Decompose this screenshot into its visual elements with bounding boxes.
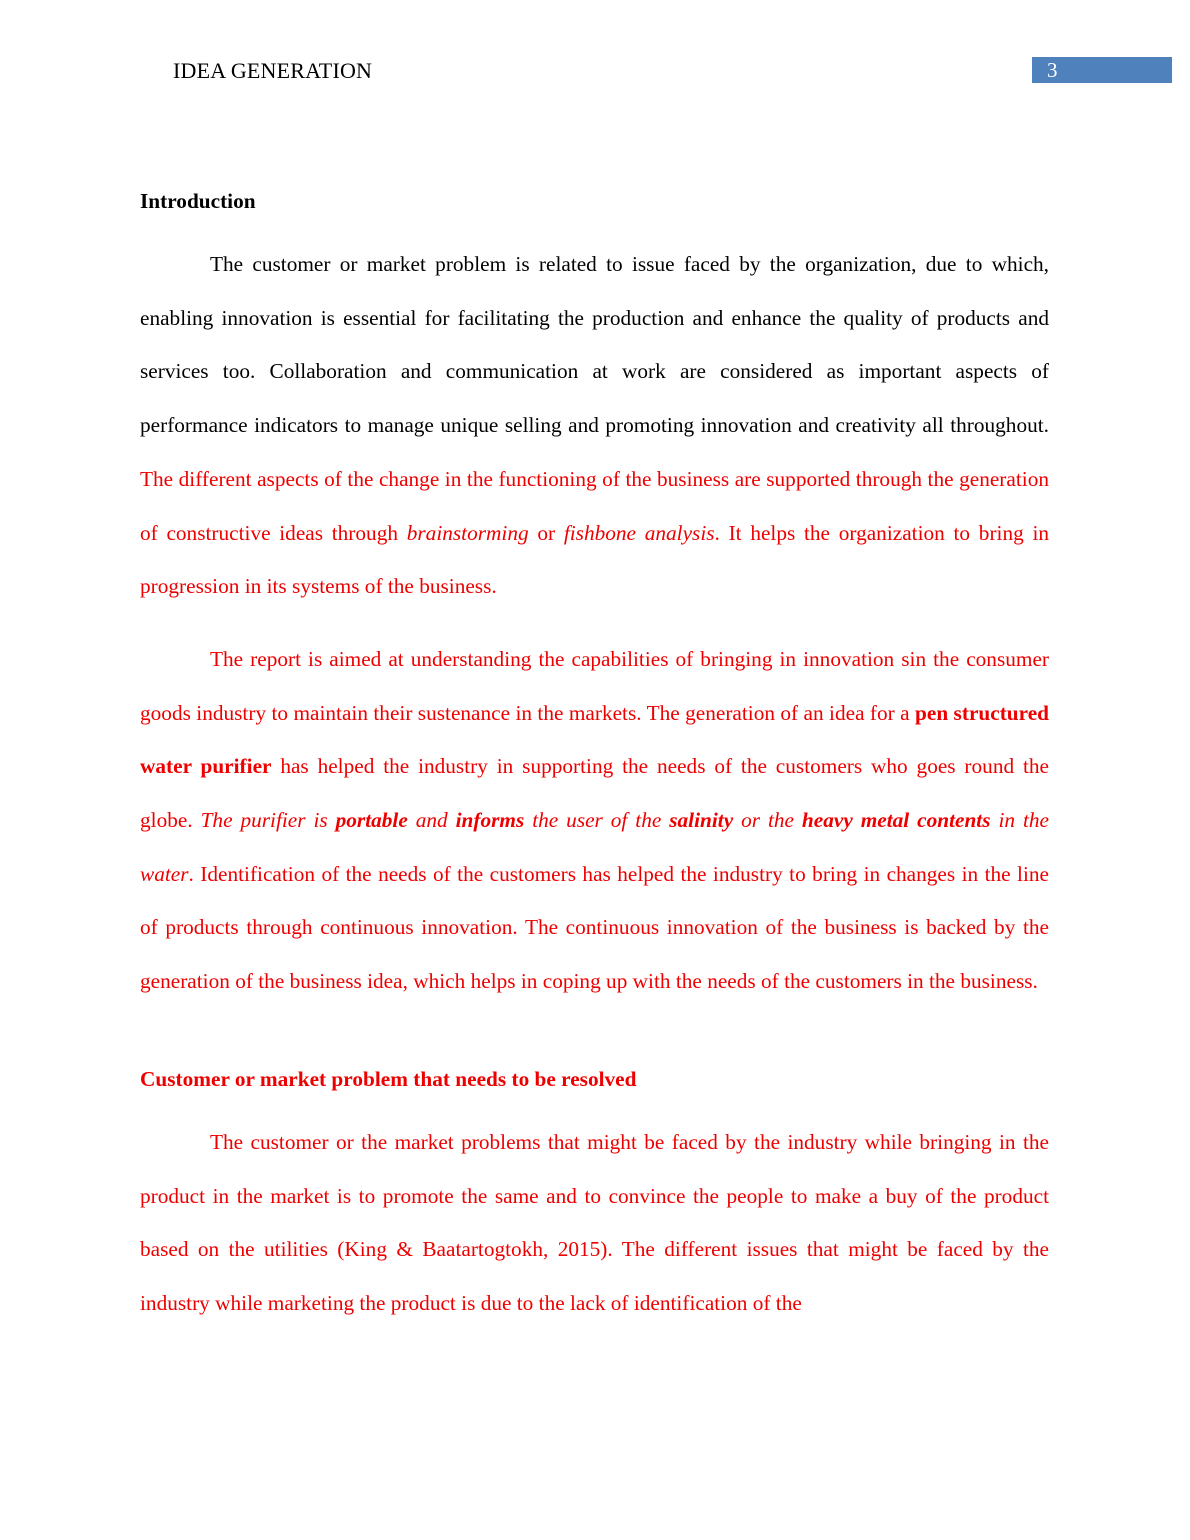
intro-p1-text: The customer or market problem is related to issue faced by the organization, due to which, enabling innovation is essential for facilitating the production and enhance the quality of products and services too. Collaboration and communication at work are considered as important aspects of performance indicators to manage unique selling and promoting innovation and creativity all throughout.: [140, 252, 1049, 438]
page-number-box: [1032, 57, 1172, 83]
intro-p2-informs: informs: [455, 808, 525, 833]
intro-p2-m: . Identification of the needs of the customers has helped the industry to bring in changes in the line of products through continuous innovation. The continuous innovation of the business is backed by the generation of the business idea, which helps in coping up with the needs of the customers in the business.: [140, 861, 1049, 994]
intro-p2-salinity: salinity: [669, 808, 734, 833]
intro-p2-h: the user of the: [532, 808, 662, 833]
introduction-paragraph-1: [140, 238, 1049, 614]
intro-p2-portable: portable: [335, 808, 408, 833]
customer-problem-heading: Customer or market problem that needs to be resolved: [140, 1066, 637, 1091]
intro-p1-end: . It helps the organization to bring in progression in its systems of the business.: [140, 520, 1050, 599]
intro-p2-heavy-metal: heavy metal contents: [801, 808, 991, 833]
running-title: IDEA GENERATION: [173, 58, 373, 83]
intro-p2-in-water: in the water: [140, 808, 1049, 886]
intro-p2-a: The report is aimed at understanding the capabilities of bringing in innovation sin the consumer goods industry to maintain their sustenance in the markets. The generation of an idea for a: [140, 646, 1049, 725]
intro-p2-product: pen structured water purifier: [140, 700, 1049, 779]
intro-p2-d: The purifier is: [200, 808, 328, 833]
intro-p1-sentence: The different aspects of the change in the functioning of the business are supported through the generation of constructive ideas through: [140, 466, 1049, 545]
intro-p1-term-fishbone: fishbone analysis: [563, 520, 715, 545]
intro-p2-c: has helped the industry in supporting the needs of the customers who goes round the globe.: [140, 754, 1049, 833]
intro-p1-or: or: [537, 520, 556, 545]
page-number: 3: [1047, 58, 1058, 82]
intro-p1-term-brainstorming: brainstorming: [406, 520, 529, 545]
intro-p2-or-the: or the: [741, 808, 794, 833]
document-body: [140, 176, 1049, 1331]
customer-problem-paragraph-1: The customer or the market problems that might be faced by the industry while bringing in the product in the market is to promote the same and to convince the people to make a buy of the product based on the utilities (King & Baatartogtokh, 2015). The different issues that might be faced by the industry while marketing the product is due to the lack of identification of the: [140, 1129, 1049, 1315]
intro-p1-edited-text: [140, 467, 1049, 598]
introduction-heading: Introduction: [140, 189, 256, 213]
introduction-paragraph-2: [140, 633, 1049, 1009]
intro-p2-and: and: [415, 808, 448, 833]
